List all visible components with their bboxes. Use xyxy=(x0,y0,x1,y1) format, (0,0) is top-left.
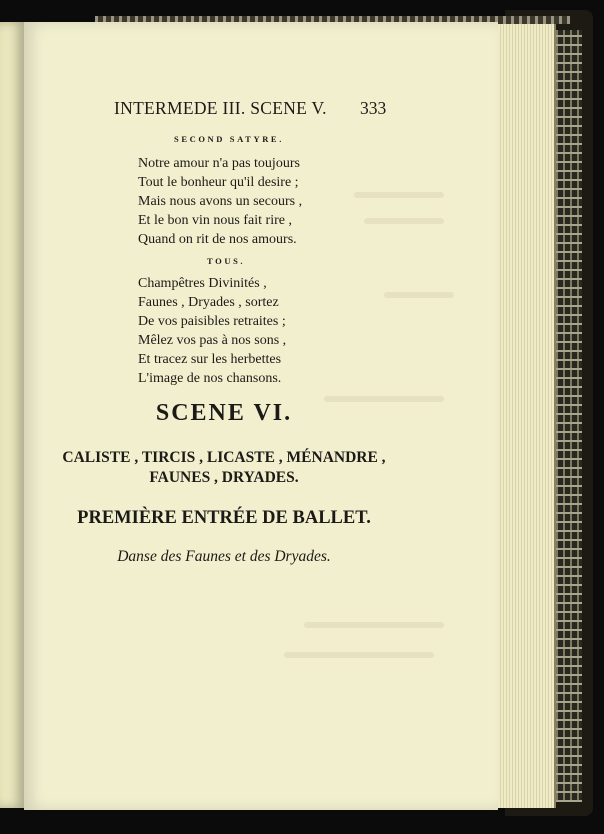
verse-line: Et le bon vin nous fait rire , xyxy=(138,213,292,228)
page-number: 333 xyxy=(360,98,387,118)
show-through-line xyxy=(304,622,444,628)
verse-block xyxy=(138,274,286,388)
facing-page-edge xyxy=(0,22,25,808)
show-through-line xyxy=(354,192,444,198)
show-through-line xyxy=(384,292,454,298)
verse-line: Tout le bonheur qu'il desire ; xyxy=(138,175,299,190)
book-page xyxy=(24,22,498,810)
scene-title: SCENE VI. xyxy=(155,400,293,426)
verse-line: Notre amour n'a pas toujours xyxy=(138,156,300,171)
show-through-line xyxy=(364,218,444,224)
ballet-heading: PREMIÈRE ENTRÉE DE BALLET. xyxy=(77,508,371,528)
show-through-line xyxy=(284,652,434,658)
speaker-name: SECOND SATYRE. xyxy=(174,134,284,144)
verse-line: L'image de nos chansons. xyxy=(138,371,282,386)
cover-border-ornament xyxy=(556,30,582,802)
character-list-line: CALISTE , TIRCIS , LICASTE , MÉNANDRE , xyxy=(62,449,386,466)
verse-line: Champêtres Divinités , xyxy=(138,276,267,291)
stage-direction: Danse des Faunes et des Dryades. xyxy=(117,548,331,565)
page-edges xyxy=(494,24,556,808)
verse-line: Et tracez sur les herbettes xyxy=(138,352,282,367)
character-list xyxy=(24,448,424,488)
character-list-line: FAUNES , DRYADES. xyxy=(149,469,299,486)
verse-block xyxy=(138,154,302,249)
verse-line: De vos paisibles retraites ; xyxy=(138,314,286,329)
verse-line: Faunes , Dryades , sortez xyxy=(138,295,279,310)
verse-line: Quand on rit de nos amours. xyxy=(138,232,297,247)
speaker-name: TOUS. xyxy=(207,256,246,266)
running-head: INTERMEDE III. SCENE V. xyxy=(114,98,327,118)
verse-line: Mêlez vos pas à nos sons , xyxy=(138,333,287,348)
verse-line: Mais nous avons un secours , xyxy=(138,194,303,209)
